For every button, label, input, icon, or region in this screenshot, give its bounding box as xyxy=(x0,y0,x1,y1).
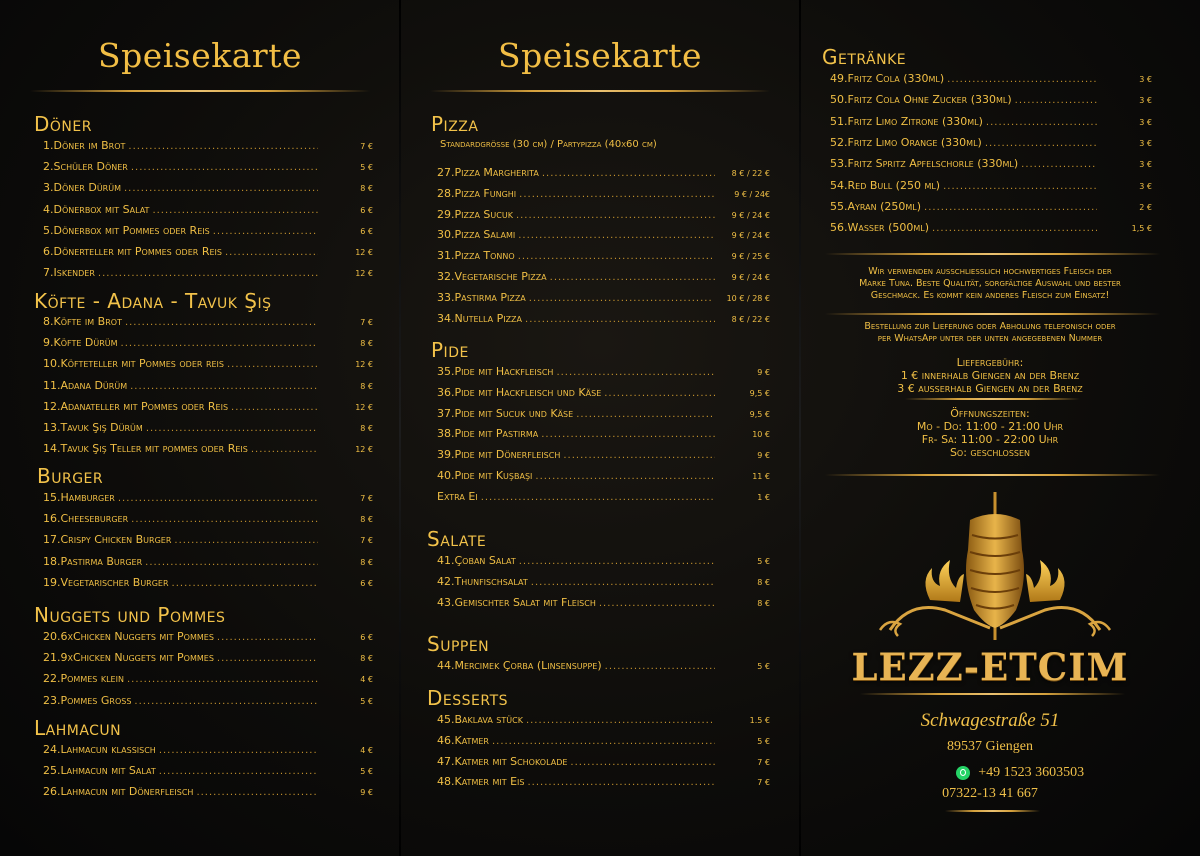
menu-item xyxy=(43,266,373,280)
dot-leader xyxy=(529,293,712,304)
dot-leader xyxy=(134,696,318,707)
section-heading: Desserts xyxy=(427,686,509,710)
section-heading: Pide xyxy=(431,338,469,362)
dot-leader xyxy=(604,388,715,399)
menu-item-price: 7 € xyxy=(757,757,770,767)
menu-item-name: 38.Pide mit Pastirma xyxy=(437,427,539,441)
menu-item-price: 12 € xyxy=(355,248,373,257)
menu-item xyxy=(43,203,373,217)
menu-item-name: 40.Pide mit Kuşbaşı xyxy=(437,469,533,482)
menu-item xyxy=(437,575,770,589)
menu-item-price: 6 € xyxy=(360,205,373,215)
opening-hours: Öffnungszeiten: Mo - Do: 11:00 - 21:00 Uhr Fr- Sa: 11:00 - 22:00 Uhr So: geschlossen xyxy=(916,407,1064,459)
menu-item-price: 5 € xyxy=(757,557,770,566)
menu-item-price: 8 € xyxy=(757,598,770,608)
menu-item-name: 49.Fritz Cola (330ml) xyxy=(830,72,945,85)
brand-name: LEZZ-ETCIM xyxy=(851,645,1129,689)
menu-item xyxy=(43,694,373,708)
menu-item xyxy=(830,93,1152,107)
quality-note: Wir verwenden ausschliesslich hochwertiges Fleisch der Marke Tuna. Beste Qualität, sorgfältige Auswahl und bester Geschmack. Es kommt kein anderes Fleisch zum Einsatz! xyxy=(859,266,1121,301)
menu-item-name: 25.Lahmacun mit Salat xyxy=(43,764,156,778)
dot-leader xyxy=(128,141,318,152)
menu-item-price: 3 € xyxy=(1139,181,1152,191)
menu-item-price: 8 € xyxy=(360,424,373,433)
dot-leader xyxy=(932,223,1097,234)
menu-item-name: 19.Vegetarischer Burger xyxy=(43,575,169,589)
menu-item-name: 12.Adanateller mit Pommes oder Reis xyxy=(43,399,229,413)
dot-leader xyxy=(605,661,715,672)
menu-item-name: 32.Vegetarische Pizza xyxy=(437,270,547,283)
menu-item xyxy=(43,442,373,456)
menu-item-name: 13.Tavuk Şiş Dürüm xyxy=(43,421,143,434)
dot-leader xyxy=(550,272,715,283)
menu-item-price: 1.5 € xyxy=(749,716,770,725)
menu-item-name: 20.6xChicken Nuggets mit Pommes xyxy=(43,630,214,643)
section-heading: Lahmacun xyxy=(34,716,122,740)
menu-item xyxy=(437,755,770,769)
menu-item-price: 8 € / 22 € xyxy=(731,314,770,324)
dot-leader xyxy=(535,471,715,482)
menu-item xyxy=(43,651,373,665)
menu-item-price: 3 € xyxy=(1139,138,1152,148)
panel-title: Speisekarte xyxy=(497,36,702,75)
menu-item-name: 22.Pommes klein xyxy=(43,672,124,686)
menu-item-price: 3 € xyxy=(1139,96,1152,106)
menu-item-name: 33.Pastirma Pizza xyxy=(437,290,526,304)
dot-leader xyxy=(1015,95,1097,106)
menu-item xyxy=(437,249,770,263)
menu-item-price: 5 € xyxy=(360,767,373,777)
menu-item xyxy=(437,775,770,789)
menu-item-price: 6 € xyxy=(360,578,373,588)
menu-item xyxy=(437,166,770,180)
menu-item-name: 52.Fritz Limo Orange (330ml) xyxy=(830,135,982,149)
menu-item-name: 1.Döner im Brot xyxy=(43,139,126,152)
menu-item xyxy=(830,200,1152,214)
menu-item-name: 51.Fritz Limo Zitrone (330ml) xyxy=(830,114,983,128)
menu-item xyxy=(43,336,373,350)
menu-item-price: 9 € / 24€ xyxy=(734,189,770,199)
dot-leader xyxy=(599,598,715,609)
menu-item-name: 9.Köfte Dürüm xyxy=(43,336,118,350)
menu-item xyxy=(437,448,770,462)
menu-item-price: 7 € xyxy=(360,536,373,546)
dot-leader xyxy=(519,556,715,567)
phone-mobile[interactable]: +49 1523 3603503 xyxy=(978,764,1085,780)
menu-item xyxy=(437,469,770,483)
dot-leader xyxy=(986,117,1097,128)
dot-leader xyxy=(518,230,715,241)
menu-item xyxy=(437,187,770,201)
menu-item xyxy=(43,181,373,195)
menu-item-price: 9 € xyxy=(757,451,770,461)
menu-item-name: 7.Iskender xyxy=(43,266,95,280)
menu-item xyxy=(43,245,373,259)
menu-item-price: 7 € xyxy=(360,318,373,327)
dot-leader xyxy=(127,674,318,685)
menu-item-price: 8 € xyxy=(360,557,373,567)
menu-item xyxy=(43,491,373,505)
menu-item xyxy=(437,270,770,284)
section-heading: Burger xyxy=(37,464,104,488)
menu-item-name: 18.Pastirma Burger xyxy=(43,554,143,568)
dot-leader xyxy=(947,74,1097,85)
menu-item-price: 4 € xyxy=(360,675,373,685)
menu-item-price: 8 € xyxy=(360,654,373,664)
dot-leader xyxy=(172,578,318,589)
menu-item xyxy=(437,407,770,421)
menu-item-name: 47.Katmer mit Schokolade xyxy=(437,754,568,768)
menu-item-price: 3 € xyxy=(1139,75,1152,84)
menu-item-name: 39.Pide mit Dönerfleisch xyxy=(437,448,561,462)
menu-item-price: 7 € xyxy=(757,778,770,788)
menu-item-price: 3 € xyxy=(1139,160,1152,170)
dot-leader xyxy=(924,202,1097,213)
menu-item xyxy=(437,312,770,326)
section-heading: Suppen xyxy=(427,632,490,656)
menu-item-name: 42.Thunfischsalat xyxy=(437,574,528,588)
phone-mobile-row xyxy=(900,764,1140,782)
menu-item-price: 4 € xyxy=(360,746,373,755)
menu-item-name: 17.Crispy Chicken Burger xyxy=(43,533,172,547)
menu-item-name: 56.Wasser (500ml) xyxy=(830,221,930,235)
section-heading: Salate xyxy=(427,527,487,551)
menu-item-name: 16.Cheeseburger xyxy=(43,512,129,526)
menu-item-name: 30.Pizza Salami xyxy=(437,228,516,242)
dot-leader xyxy=(130,381,318,392)
menu-item-price: 1 € xyxy=(757,492,770,502)
dot-leader xyxy=(213,226,318,237)
menu-item-price: 5 € xyxy=(360,696,373,706)
menu-item xyxy=(830,221,1152,235)
address-city: 89537 Giengen xyxy=(947,739,1033,754)
menu-item-price: 2 € xyxy=(1139,202,1152,212)
menu-item-price: 10 € / 28 € xyxy=(726,293,770,303)
menu-item-name: 5.Dönerbox mit Pommes oder Reis xyxy=(43,223,210,237)
menu-item xyxy=(830,72,1152,86)
dot-leader xyxy=(519,189,715,200)
menu-item-price: 12 € xyxy=(355,402,373,412)
menu-item xyxy=(43,160,373,174)
menu-item xyxy=(43,533,373,547)
panel-title: Speisekarte xyxy=(97,36,302,75)
menu-item xyxy=(437,659,770,673)
delivery-fee-info: Liefergebühr: 1 € innerhalb Giengen an der Brenz 3 € ausserhalb Giengen an der Brenz xyxy=(897,356,1083,395)
dot-leader xyxy=(159,766,318,777)
menu-item xyxy=(43,576,373,590)
menu-item-name: 11.Adana Dürüm xyxy=(43,378,128,392)
dot-leader xyxy=(526,715,715,726)
menu-item xyxy=(437,490,770,504)
menu-item-name: 45.Baklava stück xyxy=(437,713,523,726)
menu-item-price: 9 € / 24 € xyxy=(731,231,770,241)
dot-leader xyxy=(159,745,318,756)
menu-item-name: 54.Red Bull (250 ml) xyxy=(830,178,941,192)
menu-item xyxy=(43,672,373,686)
dot-leader xyxy=(570,757,715,768)
menu-item-name: 50.Fritz Cola Ohne Zucker (330ml) xyxy=(830,93,1012,107)
gold-divider xyxy=(30,90,370,92)
gold-divider xyxy=(860,693,1125,695)
dot-leader xyxy=(943,181,1097,192)
menu-item-name: 29.Pizza Sucuk xyxy=(437,207,513,221)
menu-item xyxy=(43,379,373,393)
menu-item xyxy=(43,785,373,799)
menu-item-price: 9,5 € xyxy=(749,388,770,398)
menu-item-name: 6.Dönerteller mit Pommes oder Reis xyxy=(43,245,222,258)
menu-item-price: 6 € xyxy=(360,226,373,236)
menu-item xyxy=(437,386,770,400)
menu-item-price: 9 € xyxy=(757,368,770,377)
menu-item-name: 4.Dönerbox mit Salat xyxy=(43,202,150,216)
gold-divider xyxy=(825,253,1160,255)
dot-leader xyxy=(563,450,715,461)
menu-item xyxy=(437,713,770,727)
menu-item-name: 14.Tavuk Şiş Teller mit pommes oder Reis xyxy=(43,442,248,456)
menu-item-price: 3 € xyxy=(1139,117,1152,127)
menu-item-price: 8 € xyxy=(757,577,770,587)
menu-item-name: 23.Pommes Gross xyxy=(43,693,132,707)
gold-divider xyxy=(430,90,770,92)
menu-item-price: 8 € xyxy=(360,515,373,525)
menu-item-name: Extra Ei xyxy=(437,489,478,503)
dot-leader xyxy=(525,314,715,325)
doner-logo-icon xyxy=(870,490,1120,650)
menu-item-name: 3.Döner Dürüm xyxy=(43,181,121,195)
menu-item xyxy=(830,157,1152,171)
menu-item xyxy=(437,427,770,441)
menu-item xyxy=(830,136,1152,150)
menu-item xyxy=(830,179,1152,193)
section-heading: Döner xyxy=(34,112,92,136)
menu-item-name: 10.Köfteteller mit Pommes oder reis xyxy=(43,357,224,371)
menu-item xyxy=(43,315,373,329)
section-heading: Pizza xyxy=(431,112,479,136)
menu-item-name: 41.Çoban Salat xyxy=(437,554,516,567)
menu-item-price: 12 € xyxy=(355,269,373,279)
gold-divider xyxy=(905,398,1080,400)
menu-item-price: 5 € xyxy=(757,662,770,671)
dot-leader xyxy=(131,514,318,525)
menu-item-name: 34.Nutella Pizza xyxy=(437,311,523,325)
dot-leader xyxy=(251,444,318,455)
menu-item xyxy=(437,365,770,379)
menu-item xyxy=(437,734,770,748)
gold-divider xyxy=(945,810,1040,812)
menu-item-price: 8 € xyxy=(360,184,373,194)
dot-leader xyxy=(985,138,1097,149)
dot-leader xyxy=(492,736,715,747)
menu-item-price: 9 € / 24 € xyxy=(731,273,770,282)
menu-item xyxy=(830,115,1152,129)
dot-leader xyxy=(227,359,318,370)
menu-item-price: 8 € / 22 € xyxy=(731,169,770,178)
menu-item-name: 24.Lahmacun klassisch xyxy=(43,743,156,756)
menu-item xyxy=(43,224,373,238)
dot-leader xyxy=(217,632,318,643)
dot-leader xyxy=(124,183,318,194)
menu-item xyxy=(43,139,373,153)
dot-leader xyxy=(225,247,318,258)
menu-item-name: 26.Lahmacun mit Dönerfleisch xyxy=(43,785,194,799)
menu-item-name: 55.Ayran (250ml) xyxy=(830,199,922,213)
menu-item xyxy=(43,421,373,435)
dot-leader xyxy=(196,787,318,798)
dot-leader xyxy=(576,409,715,420)
whatsapp-icon xyxy=(956,766,970,780)
menu-item-price: 5 € xyxy=(757,736,770,746)
dot-leader xyxy=(528,777,716,788)
dot-leader xyxy=(1021,159,1097,170)
menu-item-price: 5 € xyxy=(360,163,373,173)
menu-item-price: 12 € xyxy=(355,360,373,370)
menu-item-name: 21.9xChicken Nuggets mit Pommes xyxy=(43,651,214,665)
dot-leader xyxy=(131,162,318,173)
dot-leader xyxy=(152,205,318,216)
address-street: Schwagestraße 51 xyxy=(920,710,1060,731)
menu-item xyxy=(437,554,770,568)
dot-leader xyxy=(531,577,715,588)
dot-leader xyxy=(174,535,318,546)
menu-item-name: 8.Köfte im Brot xyxy=(43,315,122,328)
dot-leader xyxy=(145,557,318,568)
menu-item-name: 2.Schüler Döner xyxy=(43,160,128,174)
menu-item xyxy=(43,555,373,569)
menu-item-name: 36.Pide mit Hackfleisch und Käse xyxy=(437,385,602,399)
menu-item xyxy=(437,596,770,610)
gold-divider xyxy=(825,313,1160,315)
dot-leader xyxy=(231,402,318,413)
menu-item-name: 37.Pide mit Sucuk und Käse xyxy=(437,406,574,420)
menu-item-price: 1,5 € xyxy=(1131,224,1152,234)
dot-leader xyxy=(541,429,715,440)
dot-leader xyxy=(217,653,318,664)
menu-item-price: 12 € xyxy=(355,445,373,455)
menu-item xyxy=(43,764,373,778)
menu-item-price: 8 € xyxy=(360,339,373,349)
menu-item xyxy=(437,228,770,242)
menu-item-price: 7 € xyxy=(360,494,373,503)
menu-item-price: 9 € xyxy=(360,788,373,798)
dot-leader xyxy=(118,493,318,504)
menu-item-name: 48.Katmer mit Eis xyxy=(437,775,525,789)
menu-item-name: 44.Mercimek Çorba (Linsensuppe) xyxy=(437,659,602,672)
dot-leader xyxy=(516,210,715,221)
menu-item-name: 15.Hamburger xyxy=(43,491,115,504)
pizza-size-subtitle: Standardgrösse (30 cm) / Partypizza (40x60 cm) xyxy=(440,139,657,150)
menu-item-price: 6 € xyxy=(360,633,373,642)
menu-item-name: 28.Pizza Funghi xyxy=(437,186,517,200)
menu-item-price: 9,5 € xyxy=(749,409,770,419)
menu-item xyxy=(43,400,373,414)
phone-landline[interactable]: 07322-13 41 667 xyxy=(942,786,1038,801)
menu-item-name: 43.Gemischter Salat mit Fleisch xyxy=(437,595,596,609)
menu-item-price: 11 € xyxy=(752,472,770,481)
menu-item xyxy=(437,208,770,222)
menu-item xyxy=(43,743,373,757)
menu-item-name: 46.Katmer xyxy=(437,733,489,747)
menu-item-price: 9 € / 25 € xyxy=(731,252,770,262)
order-note: Bestellung zur Lieferung oder Abholung telefonisch oder per WhatsApp unter der unten angegebenen Nummer xyxy=(864,321,1116,344)
menu-item-price: 7 € xyxy=(360,142,373,151)
menu-item xyxy=(43,357,373,371)
gold-divider xyxy=(825,474,1160,476)
dot-leader xyxy=(98,268,318,279)
section-heading: Köfte - Adana - Tavuk Şiş xyxy=(34,289,272,313)
menu-item-price: 10 € xyxy=(752,430,770,440)
dot-leader xyxy=(518,251,715,262)
section-heading: Nuggets und Pommes xyxy=(34,603,226,627)
dot-leader xyxy=(121,338,318,349)
menu-item-name: 53.Fritz Spritz Apfelschorle (330ml) xyxy=(830,157,1019,171)
menu-item xyxy=(43,512,373,526)
dot-leader xyxy=(556,367,715,378)
menu-item xyxy=(437,291,770,305)
menu-item-name: 35.Pide mit Hackfleisch xyxy=(437,365,554,378)
menu-item-name: 27.Pizza Margherita xyxy=(437,166,539,179)
menu-item-price: 9 € / 24 € xyxy=(731,210,770,220)
menu-item xyxy=(43,630,373,644)
dot-leader xyxy=(146,423,318,434)
dot-leader xyxy=(125,317,318,328)
menu-item-price: 8 € xyxy=(360,381,373,391)
dot-leader xyxy=(542,168,715,179)
section-heading: Getränke xyxy=(822,45,907,69)
menu-item-name: 31.Pizza Tonno xyxy=(437,249,515,263)
dot-leader xyxy=(481,492,715,503)
